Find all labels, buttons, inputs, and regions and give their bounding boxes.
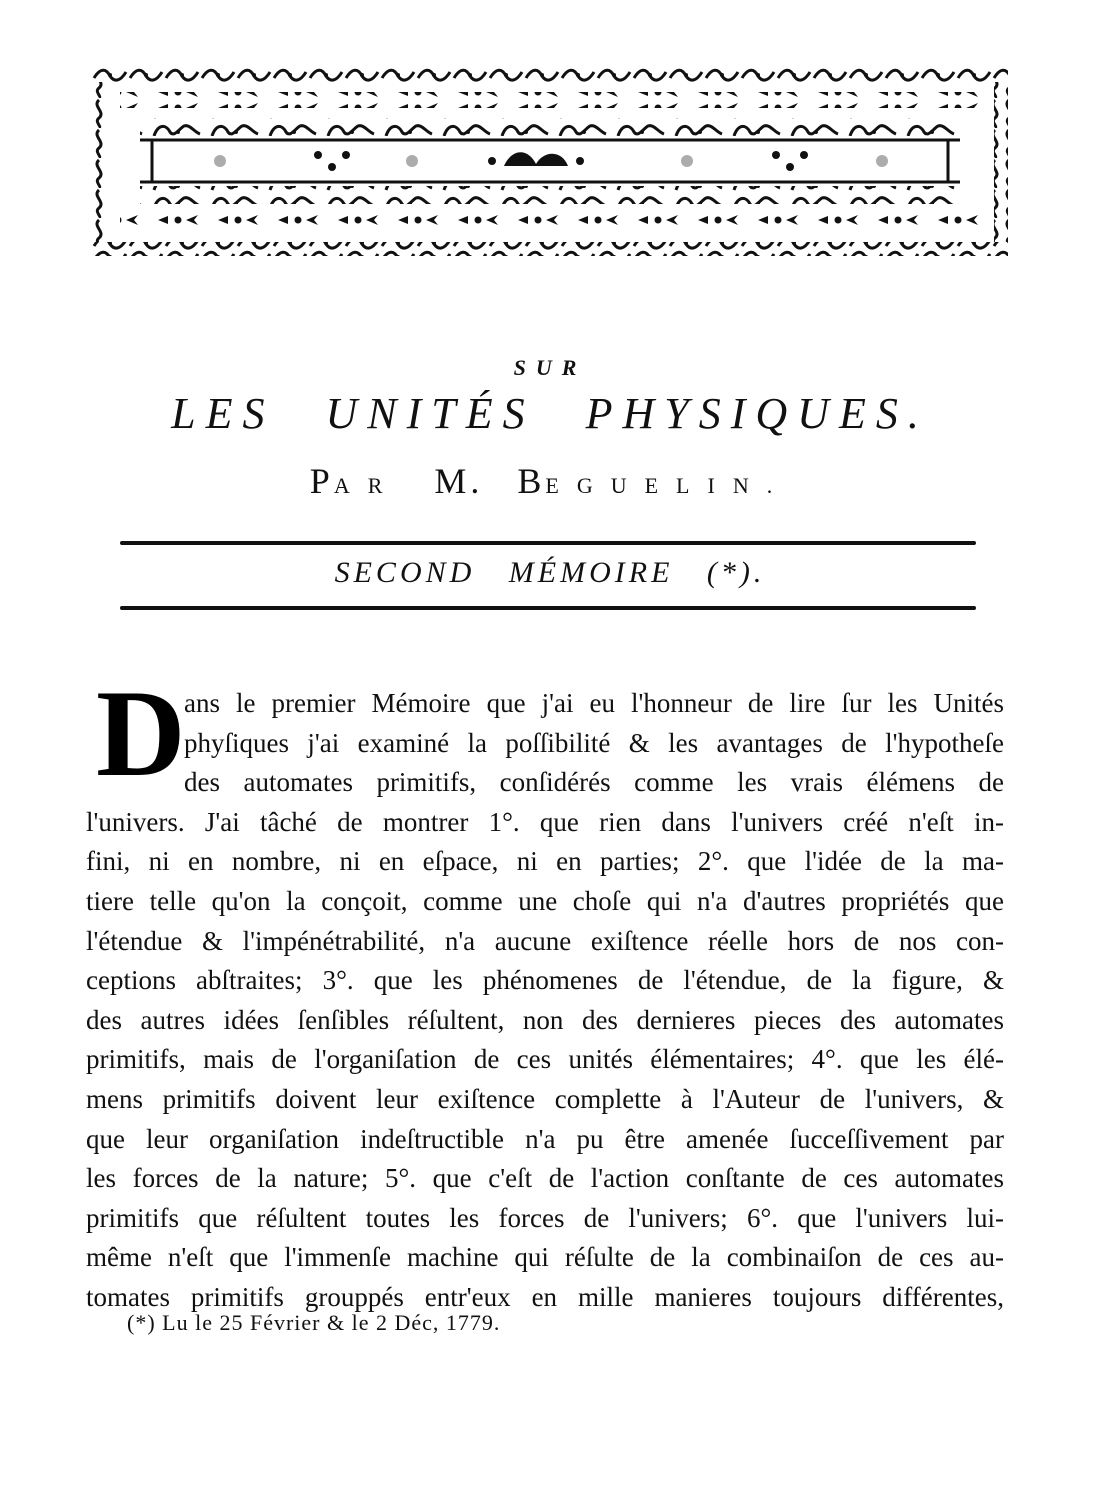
- ornamental-header-border: [92, 68, 1008, 256]
- page-title: LES UNITÉS PHYSIQUES.: [171, 389, 929, 438]
- author-name-initial: B: [517, 461, 546, 501]
- text-line: ans le premier Mémoire que j'ai eu l'honneur de lire ſur les Unités: [184, 688, 1004, 718]
- divider-bottom: [120, 606, 976, 610]
- text-line: primitifs, mais de l'organiſation de ces unités élémentaires; 4°. que les élé-: [86, 1044, 1004, 1075]
- text-line: même n'eſt que l'immenſe machine qui réſulte de la combinaiſon de ces au-: [86, 1242, 1004, 1273]
- author-par-rest: AR: [333, 473, 401, 498]
- ornament-graphic: [92, 68, 1008, 256]
- text-line: des automates primitifs, conſidérés comme les vrais élémens de: [184, 767, 1004, 798]
- text-line: ceptions abſtraites; 3°. que les phénomenes de l'étendue, de la figure, &: [86, 965, 1004, 996]
- text-line: fini, ni en nombre, ni en eſpace, ni en parties; 2°. que l'idée de la ma-: [86, 846, 1004, 877]
- footnote: (*) Lu le 25 Février & le 2 Déc, 1779.: [127, 1310, 501, 1335]
- author-par-initial: P: [309, 461, 334, 501]
- body-paragraph: [86, 665, 1004, 1318]
- author-name-rest: EGUELIN.: [545, 473, 791, 498]
- title-prefix: SUR: [513, 355, 587, 380]
- author-line: [0, 460, 1100, 502]
- divider-top: [120, 541, 976, 545]
- text-line: les forces de la nature; 5°. que c'eſt de l'action conſtante de ces automates: [86, 1163, 1004, 1194]
- text-line: tiere telle qu'on la conçoit, comme une choſe qui n'a d'autres propriétés que: [86, 885, 1004, 916]
- text-line: des autres idées ſenſibles réſultent, non des dernieres pieces des automates: [86, 1004, 1004, 1035]
- text-line: l'univers. J'ai tâché de montrer 1°. que rien dans l'univers créé n'eſt in-: [86, 806, 1004, 837]
- text-line: tomates primitifs grouppés entr'eux en mille manieres toujours différentes,: [86, 1281, 1004, 1312]
- text-line: phyſiques j'ai examiné la poſſibilité & les avantages de l'hypotheſe: [184, 727, 1004, 758]
- text-line: mens primitifs doivent leur exiſtence complette à l'Auteur de l'univers, &: [86, 1083, 1004, 1114]
- section-subtitle: SECOND MÉMOIRE (*).: [334, 556, 766, 589]
- drop-cap: D: [96, 665, 186, 802]
- author-m: M.: [434, 461, 484, 501]
- text-line: que leur organiſation indeſtructible n'a pu être amenée ſucceſſivement par: [86, 1123, 1004, 1154]
- text-line: primitifs que réſultent toutes les forces de l'univers; 6°. que l'univers lui-: [86, 1202, 1004, 1233]
- text-line: l'étendue & l'impénétrabilité, n'a aucune exiſtence réelle hors de nos con-: [86, 925, 1004, 956]
